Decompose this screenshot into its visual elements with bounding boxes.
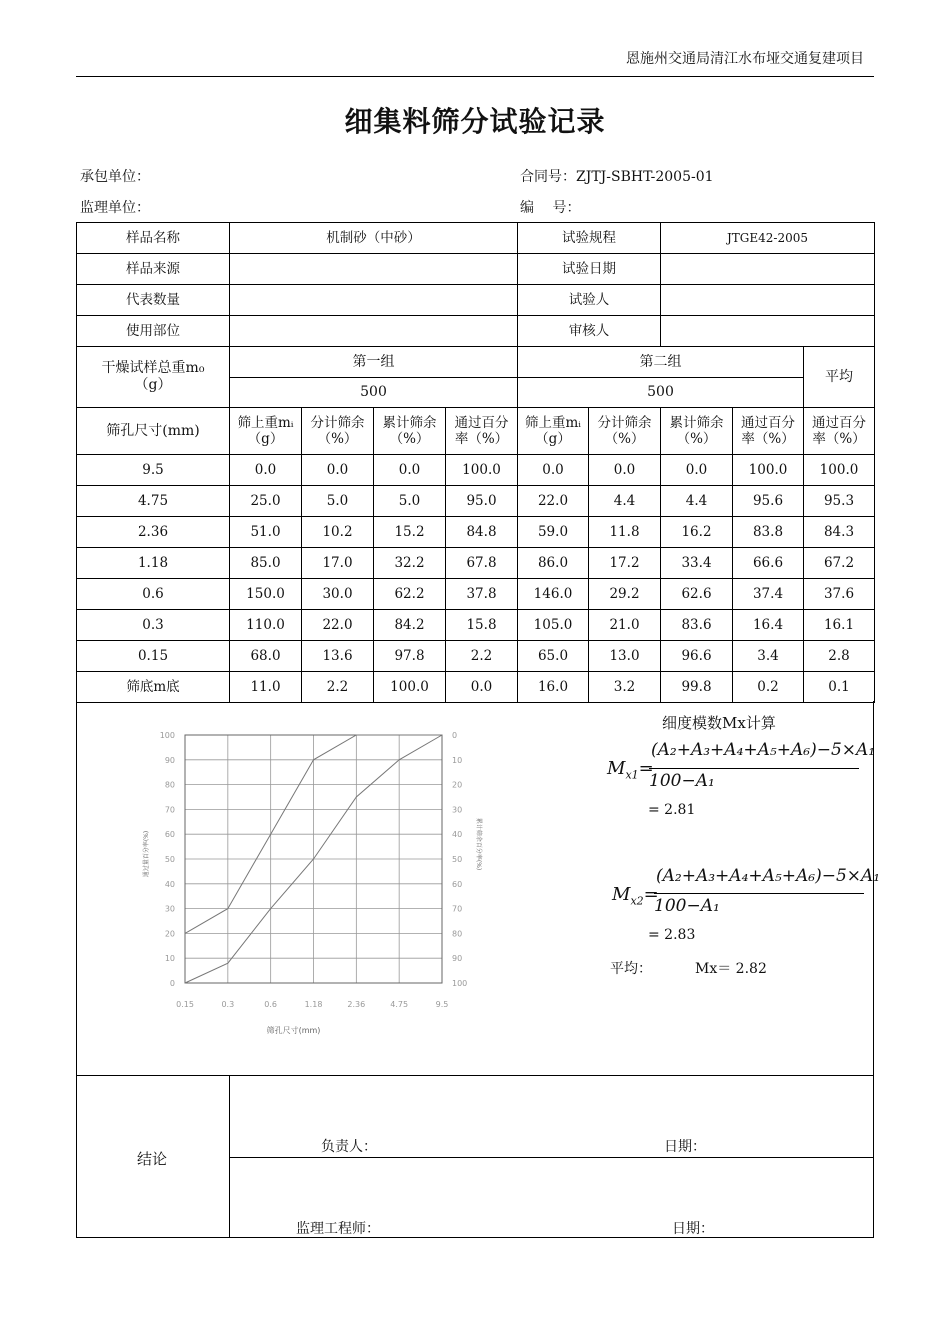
usage-label: 使用部位 (77, 316, 230, 347)
dry-mass-label (77, 347, 230, 408)
group2-label: 第二组 (518, 347, 804, 378)
conclusion-label: 结论 (137, 1150, 168, 1168)
grading-chart (130, 720, 480, 1050)
group2-cell: 62.6 (661, 579, 733, 610)
group1-mass: 500 (230, 378, 518, 408)
x-tick-label: 0.15 (176, 1000, 194, 1009)
formula-mx1 (607, 740, 876, 800)
average-cell: 84.3 (804, 517, 875, 548)
sieve-size-cell: 0.15 (77, 641, 230, 672)
group2-cell: 0.0 (589, 455, 661, 486)
table-row (77, 517, 875, 548)
group1-label: 第一组 (230, 347, 518, 378)
table-row (77, 548, 875, 579)
table-row (77, 610, 875, 641)
y-left-tick-label: 30 (164, 904, 175, 914)
x-tick-label: 0.6 (264, 1000, 278, 1009)
average-cell: 37.6 (804, 579, 875, 610)
mx2-lhs: $M_{x2}=$ (612, 884, 659, 908)
contract-no-value: ZJTJ-SBHT-2005-01 (576, 169, 714, 185)
reviewer-value (661, 316, 875, 347)
responsible-label: 负责人： (321, 1139, 377, 1155)
fineness-title: 细度模数Mx计算 (662, 714, 776, 732)
sieve-size-cell: 0.6 (77, 579, 230, 610)
y-right-tick-label: 50 (452, 855, 463, 864)
group2-cell: 22.0 (518, 486, 589, 517)
reviewer-label: 审核人 (518, 316, 661, 347)
y-right-tick-label: 10 (452, 755, 463, 765)
mx1-value: = 2.81 (648, 802, 696, 818)
y-right-tick-label: 70 (452, 904, 463, 914)
quantity-label: 代表数量 (77, 285, 230, 316)
table-row (77, 672, 875, 703)
header-divider (76, 76, 874, 77)
group2-cell: 16.4 (733, 610, 804, 641)
group2-cell: 29.2 (589, 579, 661, 610)
usage-value (230, 316, 518, 347)
page-title: 细集料筛分试验记录 (344, 105, 606, 138)
group1-cell: 25.0 (230, 486, 302, 517)
mx-average-label: 平均： (610, 961, 652, 977)
group1-cell: 110.0 (230, 610, 302, 641)
table-row (77, 486, 875, 517)
group1-cell: 37.8 (446, 579, 518, 610)
group2-cell: 66.6 (733, 548, 804, 579)
average-cell: 100.0 (804, 455, 875, 486)
quantity-value (230, 285, 518, 316)
group1-cell: 15.2 (374, 517, 446, 548)
contract-no (520, 166, 714, 186)
group2-cell: 3.2 (589, 672, 661, 703)
x-tick-label: 1.18 (304, 1000, 323, 1009)
g1-passing-header: 通过百分 率（%） (446, 408, 518, 455)
average-cell: 67.2 (804, 548, 875, 579)
average-cell: 16.1 (804, 610, 875, 641)
mx2-numerator: (A₂+A₃+A₄+A₅+A₆)−5×A₁ (656, 866, 881, 886)
group1-cell: 10.2 (302, 517, 374, 548)
group2-cell: 86.0 (518, 548, 589, 579)
group2-cell: 83.6 (661, 610, 733, 641)
group1-cell: 84.8 (446, 517, 518, 548)
supervisor-label: 监理单位： (80, 200, 150, 216)
y-right-tick-label: 40 (452, 830, 463, 840)
x-tick-label: 4.75 (390, 1000, 409, 1009)
y-left-axis-title: 通过量百分率(%) (143, 830, 150, 878)
group1-cell: 100.0 (446, 455, 518, 486)
contractor-label: 承包单位： (80, 169, 150, 185)
date-label-1: 日期： (664, 1139, 706, 1155)
average-label: 平均 (804, 347, 875, 408)
g2-passing-header: 通过百分 率（%） (733, 408, 804, 455)
date-label-2: 日期： (672, 1221, 714, 1237)
group2-cell: 0.0 (518, 455, 589, 486)
info-row (77, 316, 875, 347)
sieve-size-cell: 9.5 (77, 455, 230, 486)
average-cell: 0.1 (804, 672, 875, 703)
group1-cell: 95.0 (446, 486, 518, 517)
y-right-tick-label: 30 (452, 805, 463, 815)
dry-mass-label-line2: （g） (134, 377, 172, 393)
mx1-numerator: (A₂+A₃+A₄+A₅+A₆)−5×A₁ (651, 740, 876, 760)
y-left-tick-label: 90 (164, 755, 175, 765)
group1-cell: 2.2 (302, 672, 374, 703)
group2-cell: 4.4 (589, 486, 661, 517)
mx2-fraction-bar (654, 893, 864, 894)
g2-retained-header: 筛上重mᵢ （g） (518, 408, 589, 455)
size-header: 筛孔尺寸(mm) (77, 408, 230, 455)
mx-average-value: Mx＝ 2.82 (695, 961, 767, 977)
y-right-axis-title: 累计筛余百分率(%) (475, 817, 482, 871)
group2-cell: 96.6 (661, 641, 733, 672)
group2-cell: 13.0 (589, 641, 661, 672)
group1-cell: 5.0 (374, 486, 446, 517)
group1-cell: 13.6 (302, 641, 374, 672)
group2-cell: 99.8 (661, 672, 733, 703)
group1-cell: 15.8 (446, 610, 518, 641)
g1-retained-header: 筛上重mᵢ （g） (230, 408, 302, 455)
sample-source-value (230, 254, 518, 285)
x-axis-title: 筛孔尺寸(mm) (266, 1026, 321, 1035)
group-header-row (77, 347, 875, 378)
group1-cell: 11.0 (230, 672, 302, 703)
g1-partial-header: 分计筛余 （%） (302, 408, 374, 455)
table-row (77, 579, 875, 610)
y-left-tick-label: 100 (159, 731, 175, 740)
conclusion-row-divider (229, 1157, 874, 1158)
info-row (77, 285, 875, 316)
y-right-tick-label: 80 (452, 929, 463, 939)
sieve-size-cell: 0.3 (77, 610, 230, 641)
group1-cell: 0.0 (446, 672, 518, 703)
group1-cell: 85.0 (230, 548, 302, 579)
sample-name-value: 机制砂（中砂） (230, 223, 518, 254)
serial-label: 编 号： (520, 200, 581, 216)
y-left-tick-label: 10 (164, 954, 175, 964)
group2-cell: 17.2 (589, 548, 661, 579)
test-spec-label: 试验规程 (518, 223, 661, 254)
sieve-size-cell: 筛底m底 (77, 672, 230, 703)
g2-partial-header: 分计筛余 （%） (589, 408, 661, 455)
y-right-tick-label: 90 (452, 954, 463, 964)
sieve-size-cell: 2.36 (77, 517, 230, 548)
group1-cell: 0.0 (374, 455, 446, 486)
group1-cell: 0.0 (230, 455, 302, 486)
group1-cell: 0.0 (302, 455, 374, 486)
info-row (77, 254, 875, 285)
group2-cell: 0.2 (733, 672, 804, 703)
group1-cell: 84.2 (374, 610, 446, 641)
group2-cell: 37.4 (733, 579, 804, 610)
group1-cell: 62.2 (374, 579, 446, 610)
group2-cell: 21.0 (589, 610, 661, 641)
group1-cell: 17.0 (302, 548, 374, 579)
mx1-lhs: $M_{x1}=$ (607, 758, 654, 782)
group1-cell: 67.8 (446, 548, 518, 579)
sample-source-label: 样品来源 (77, 254, 230, 285)
group2-cell: 33.4 (661, 548, 733, 579)
dry-mass-label-line1: 干燥试样总重m₀ (101, 360, 205, 377)
group2-cell: 65.0 (518, 641, 589, 672)
tester-value (661, 285, 875, 316)
group1-cell: 97.8 (374, 641, 446, 672)
sieve-size-cell: 4.75 (77, 486, 230, 517)
mx2-denominator: 100−A₁ (654, 896, 720, 916)
mx1-denominator: 100−A₁ (649, 771, 715, 791)
column-header-row (77, 408, 875, 455)
sample-name-label: 样品名称 (77, 223, 230, 254)
average-cell: 95.3 (804, 486, 875, 517)
table-row (77, 455, 875, 486)
group1-cell: 150.0 (230, 579, 302, 610)
group2-cell: 3.4 (733, 641, 804, 672)
group2-cell: 146.0 (518, 579, 589, 610)
group2-cell: 105.0 (518, 610, 589, 641)
group2-cell: 4.4 (661, 486, 733, 517)
y-left-tick-label: 40 (164, 879, 175, 889)
sieve-table (76, 222, 875, 703)
info-row (77, 223, 875, 254)
group2-cell: 59.0 (518, 517, 589, 548)
y-left-tick-label: 20 (164, 929, 175, 939)
g1-cumulative-header: 累计筛余 （%） (374, 408, 446, 455)
formula-mx2 (612, 866, 881, 926)
average-cell: 2.8 (804, 641, 875, 672)
group2-cell: 0.0 (661, 455, 733, 486)
group2-cell: 16.0 (518, 672, 589, 703)
group1-cell: 5.0 (302, 486, 374, 517)
test-date-label: 试验日期 (518, 254, 661, 285)
tester-label: 试验人 (518, 285, 661, 316)
group1-cell: 22.0 (302, 610, 374, 641)
test-date-value (661, 254, 875, 285)
group1-cell: 51.0 (230, 517, 302, 548)
group2-cell: 16.2 (661, 517, 733, 548)
project-name: 恩施州交通局清江水布垭交通复建项目 (626, 51, 864, 67)
y-left-tick-label: 60 (164, 830, 175, 840)
y-right-tick-label: 0 (452, 731, 458, 740)
group1-cell: 32.2 (374, 548, 446, 579)
y-left-tick-label: 50 (164, 855, 175, 864)
engineer-label: 监理工程师： (296, 1221, 380, 1237)
group2-cell: 100.0 (733, 455, 804, 486)
group2-cell: 11.8 (589, 517, 661, 548)
mx2-value: = 2.83 (648, 927, 696, 943)
group2-mass: 500 (518, 378, 804, 408)
avg-passing-header: 通过百分 率（%） (804, 408, 875, 455)
y-right-tick-label: 100 (452, 979, 468, 988)
table-row (77, 641, 875, 672)
group1-cell: 2.2 (446, 641, 518, 672)
group1-cell: 68.0 (230, 641, 302, 672)
y-right-tick-label: 60 (452, 879, 463, 889)
group2-cell: 95.6 (733, 486, 804, 517)
g2-cumulative-header: 累计筛余 （%） (661, 408, 733, 455)
y-right-tick-label: 20 (452, 780, 463, 790)
y-left-tick-label: 70 (164, 805, 175, 815)
mx1-fraction-bar (649, 768, 859, 769)
group1-cell: 30.0 (302, 579, 374, 610)
group2-cell: 83.8 (733, 517, 804, 548)
contract-no-label: 合同号： (520, 169, 576, 185)
y-left-tick-label: 0 (169, 979, 175, 988)
x-tick-label: 0.3 (221, 1000, 235, 1009)
test-spec-value: JTGE42-2005 (661, 223, 875, 254)
y-left-tick-label: 80 (164, 780, 175, 790)
sieve-size-cell: 1.18 (77, 548, 230, 579)
group1-cell: 100.0 (374, 672, 446, 703)
x-tick-label: 2.36 (347, 1000, 366, 1009)
x-tick-label: 9.5 (435, 1000, 449, 1009)
